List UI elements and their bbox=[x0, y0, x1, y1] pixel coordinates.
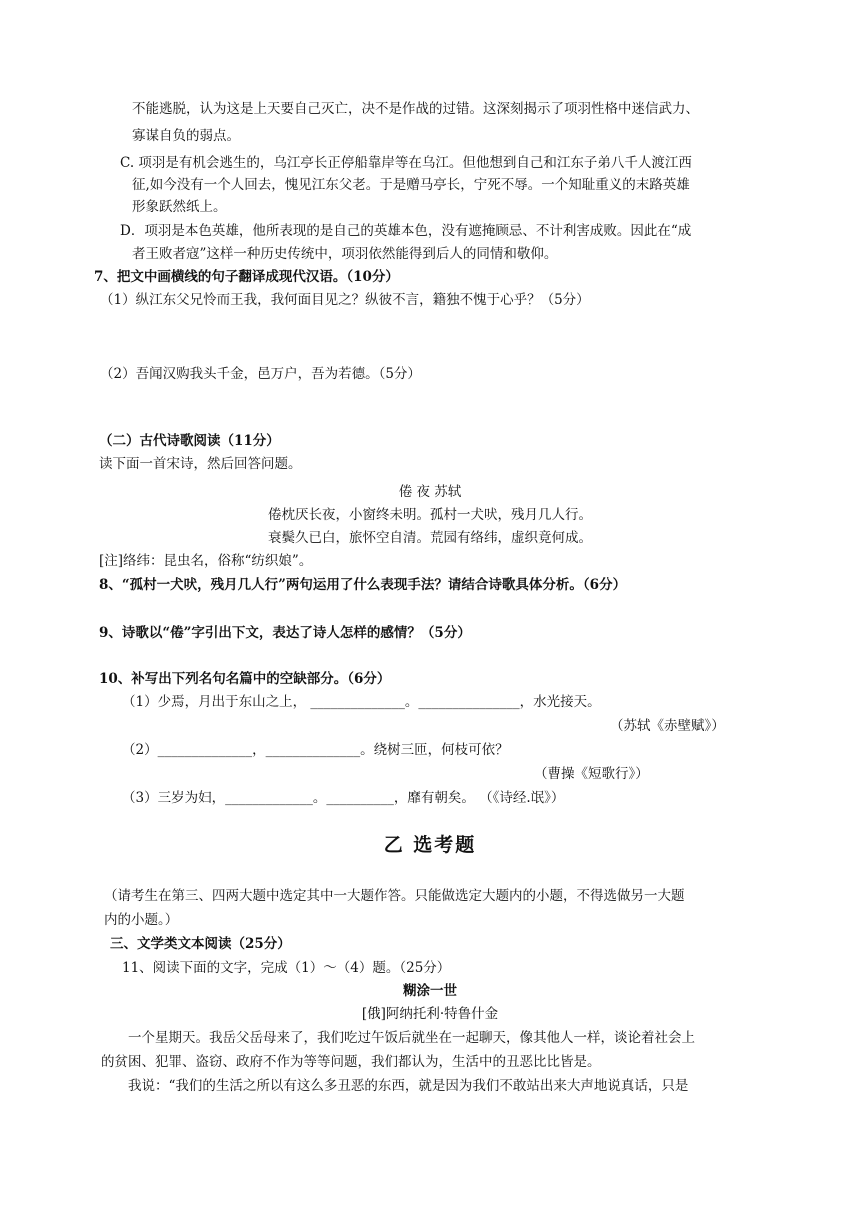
q10-source-1: （苏轼《赤壁赋》） bbox=[610, 718, 725, 734]
section-3-title: 三、文学类文本阅读（25分） bbox=[110, 936, 291, 952]
option-c-line-3: 形象跃然纸上。 bbox=[132, 199, 227, 215]
section-2-title: （二）古代诗歌阅读（11分） bbox=[99, 433, 280, 449]
part-b-instruction-2: 内的小题。） bbox=[104, 912, 179, 928]
poem-instruction: 读下面一首宋诗，然后回答问题。 bbox=[99, 456, 302, 472]
poem-line-1: 倦枕厌长夜，小窗终未明。孤村一犬吠，残月几人行。 bbox=[268, 507, 592, 523]
poem-title: 倦 夜 苏轼 bbox=[398, 484, 462, 500]
q10-source-2: （曹操《短歌行》） bbox=[534, 766, 649, 782]
option-b-line-2: 不能逃脱，认为这是上天要自己灭亡，决不是作战的过错。这深刻揭示了项羽性格中迷信武力、 bbox=[132, 101, 699, 117]
story-paragraph-2-line-1: 我说：“我们的生活之所以有这么多丑恶的东西，就是因为我们不敢站出来大声地说真话，只是 bbox=[128, 1078, 689, 1094]
q9-question: 9、诗歌以“倦”字引出下文，表达了诗人怎样的感情？（5分） bbox=[99, 625, 471, 641]
option-d-line-1: D．项羽是本色英雄，他所表现的是自己的英雄本色，没有遮掩顾忌、不计利害成败。因此在“成 bbox=[120, 223, 692, 239]
option-c-line-2: 征,如今没有一个人回去，愧见江东父老。于是赠马亭长，宁死不辱。一个知耻重义的末路英雄 bbox=[132, 177, 690, 193]
q10-line-1: （1）少焉，月出于东山之上， ______________。_______________，水光接天。 bbox=[122, 694, 601, 710]
story-author: [俄]阿纳托利·特鲁什金 bbox=[361, 1006, 499, 1022]
q10-line-3: （3）三岁为妇，_____________。__________，靡有朝矣。 （《诗经.氓》） bbox=[122, 790, 565, 806]
q11-instruction: 11、阅读下面的文字，完成（1）～（4）题。（25分） bbox=[122, 960, 451, 976]
q7-sentence-1: （1）纵江东父兄怜而王我，我何面目见之？纵彼不言，籍独不愧于心乎？（5分） bbox=[100, 292, 590, 308]
part-b-instruction-1: （请考生在第三、四两大题中选定其中一大题作答。只能做选定大题内的小题，不得选做另一大题 bbox=[104, 888, 685, 904]
option-c-line-1: C. 项羽是有机会逃生的，乌江亭长正停船靠岸等在乌江。但他想到自己和江东子弟八千人渡江西 bbox=[120, 155, 692, 171]
q7-sentence-2: （2）吾闻汉购我头千金，邑万户，吾为若德。（5分） bbox=[100, 366, 421, 382]
q8-question: 8、“孤村一犬吠，残月几人行”两句运用了什么表现手法？请结合诗歌具体分析。（6分） bbox=[99, 577, 627, 593]
poem-note: [注]络纬：昆虫名，俗称“纺织娘”。 bbox=[99, 553, 313, 569]
option-b-line-3: 寡谋自负的弱点。 bbox=[132, 128, 240, 144]
story-title: 糊涂一世 bbox=[403, 983, 457, 999]
q10-line-2: （2）______________，______________。绕树三匝，何枝可依？ bbox=[122, 742, 509, 758]
q10-title: 10、补写出下列名句名篇中的空缺部分。（6分） bbox=[99, 671, 391, 687]
part-b-title: 乙 选考题 bbox=[383, 834, 477, 856]
poem-line-2: 衰鬓久已白，旅怀空自清。荒园有络纬，虚织竟何成。 bbox=[268, 530, 592, 546]
story-paragraph-1-line-1: 一个星期天。我岳父岳母来了，我们吃过午饭后就坐在一起聊天，像其他人一样，谈论着社会上 bbox=[128, 1030, 695, 1046]
option-d-line-2: 者王败者寇”这样一种历史传统中，项羽依然能得到后人的同情和敬仰。 bbox=[132, 246, 558, 262]
q7-title: 7、把文中画横线的句子翻译成现代汉语。（10分） bbox=[94, 269, 399, 285]
story-paragraph-1-line-2: 的贫困、犯罪、盗窃、政府不作为等等问题，我们都认为，生活中的丑恶比比皆是。 bbox=[101, 1054, 601, 1070]
